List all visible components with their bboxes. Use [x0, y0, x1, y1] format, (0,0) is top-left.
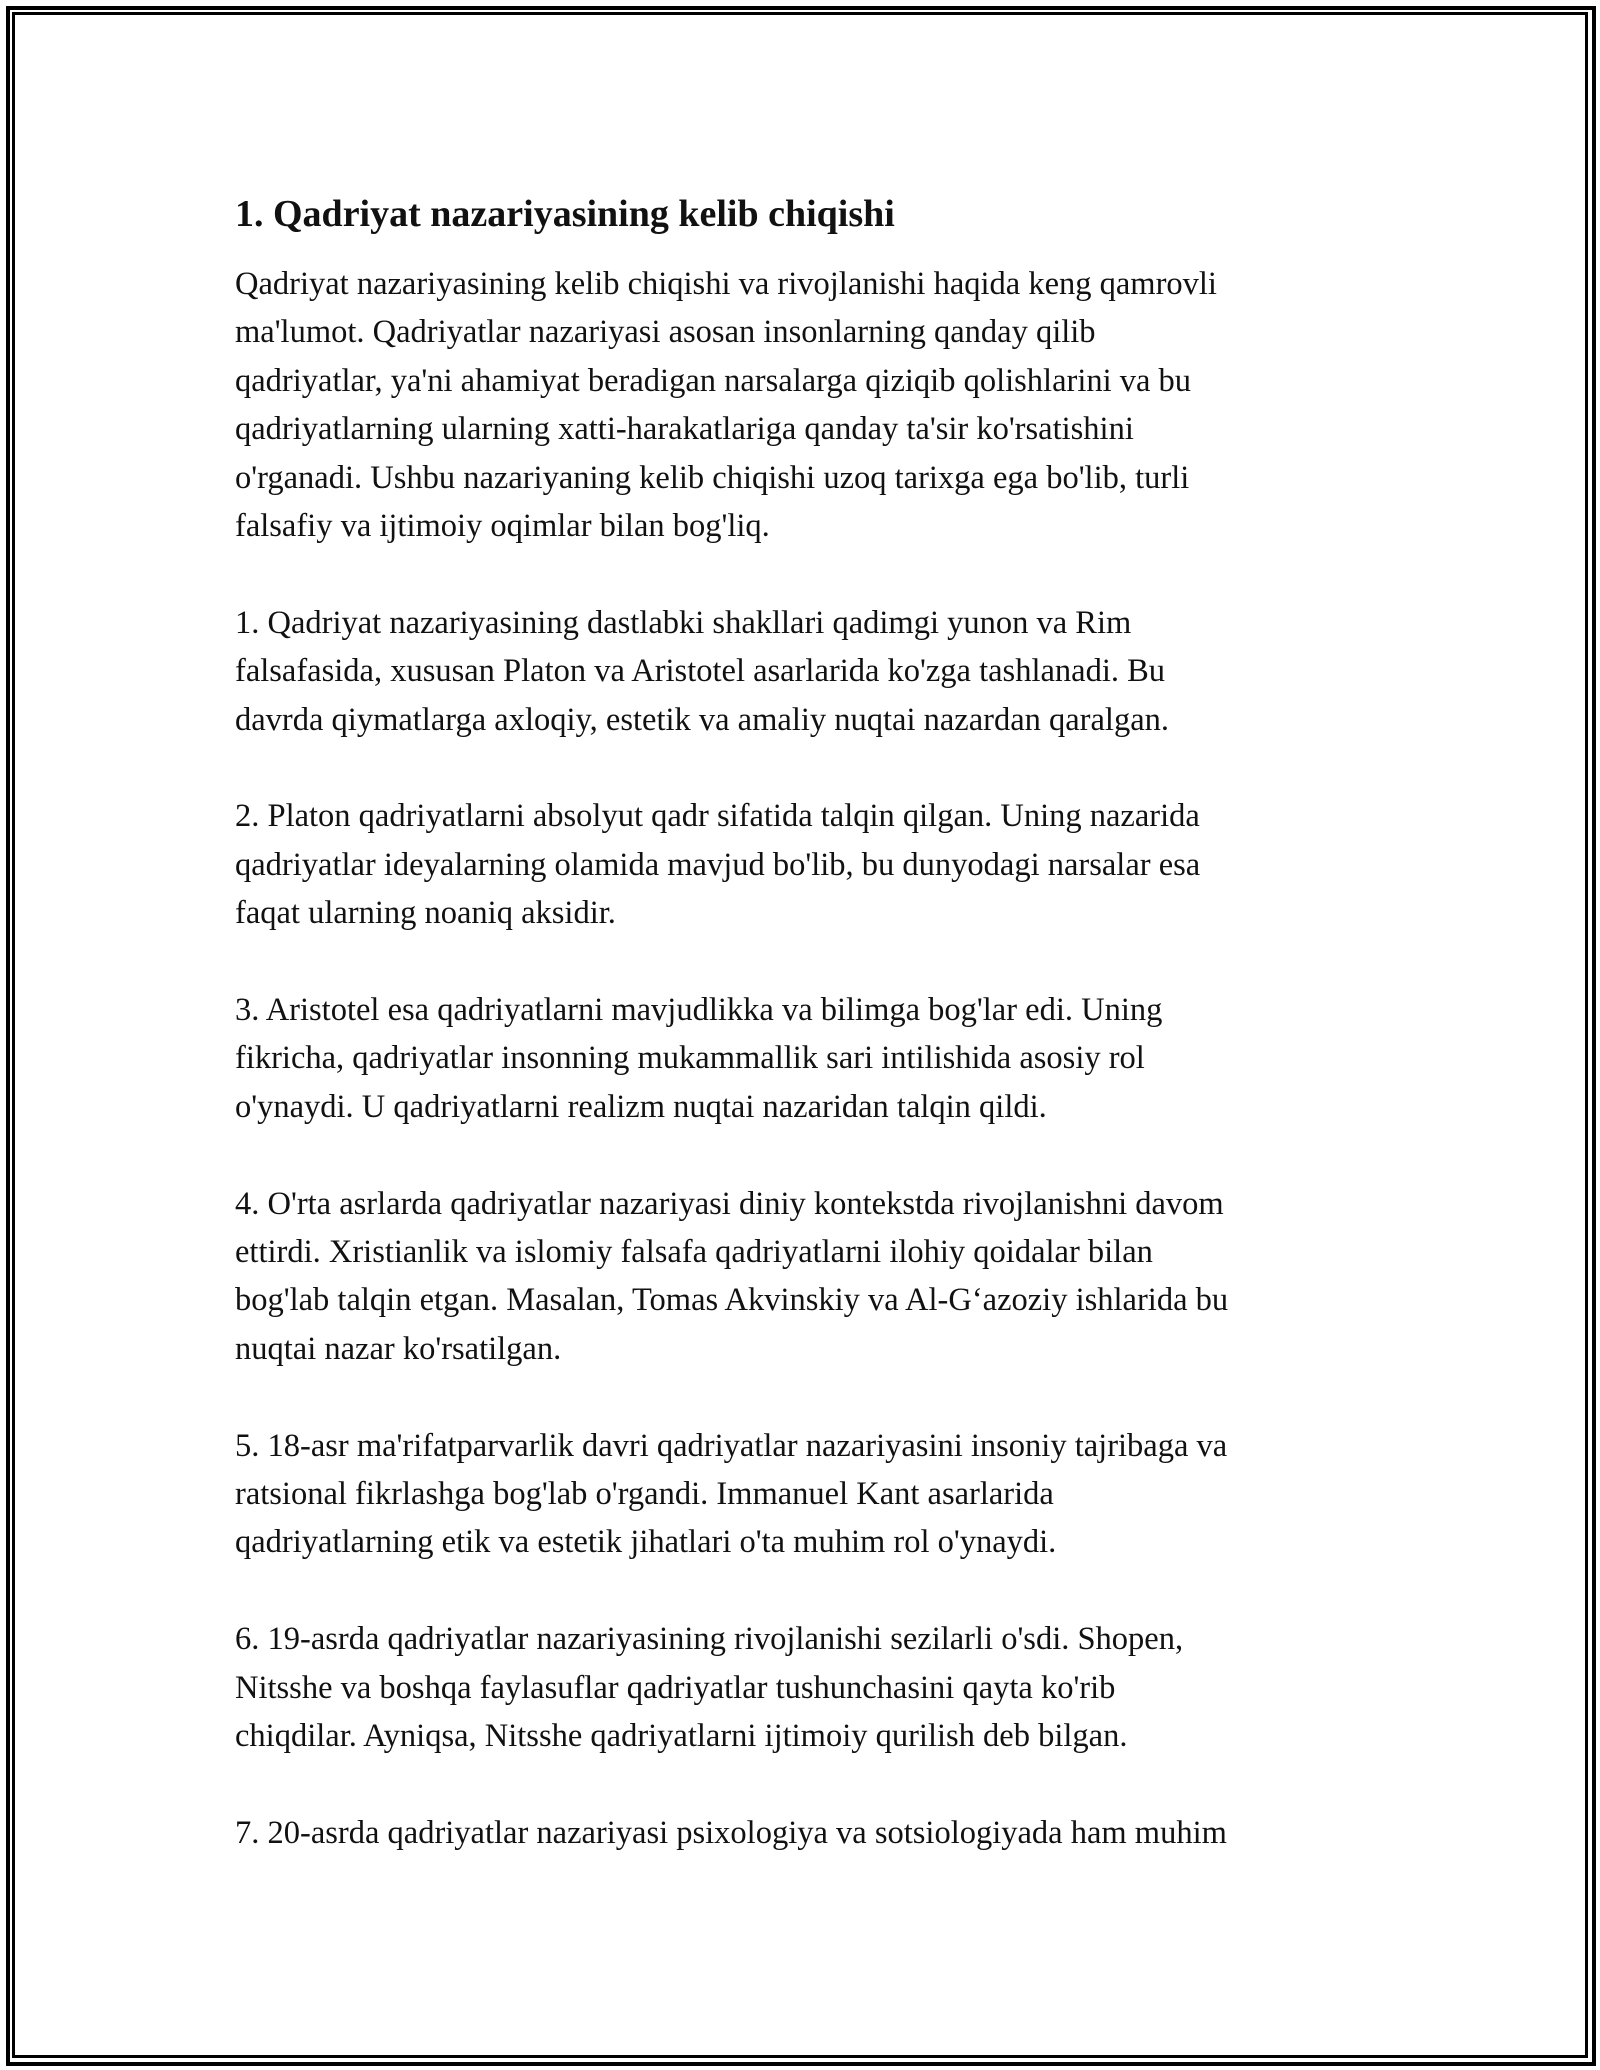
paragraph-item-7: 7. 20-asrda qadriyatlar nazariyasi psixologiya va sotsiologiyada ham muhim	[235, 1814, 1227, 1851]
paragraph-item-4: 4. O'rta asrlarda qadriyatlar nazariyasi diniy kontekstda rivojlanishni davom ettirdi. Xristianlik va islomiy falsafa qadriyatlarni ilohiy qoidalar bilan bog'lab talqin etgan. Masalan, Tomas Akvinskiy va Al-G‘azoziy ishlarida bu nuqtai nazar ko'rsatilgan.	[235, 1185, 1229, 1367]
paragraph-item-2: 2. Platon qadriyatlarni absolyut qadr sifatida talqin qilgan. Uning nazarida qadriyatlar ideyalarning olamida mavjud bo'lib, bu dunyodagi narsalar esa faqat ularning noaniq aksidir.	[235, 798, 1201, 932]
paragraph-item-5: 5. 18-asr ma'rifatparvarlik davri qadriyatlar nazariyasini insoniy tajribaga va ratsional fikrlashga bog'lab o'rgandi. Immanuel Kant asarlarida qadriyatlarning etik va estetik jihatlari o'ta muhim rol o'ynaydi.	[235, 1427, 1228, 1561]
paragraph-item-1: 1. Qadriyat nazariyasining dastlabki shakllari qadimgi yunon va Rim falsafasida, xususan Platon va Aristotel asarlarida ko'zga tashlanadi. Bu davrda qiymatlarga axloqiy, estetik va amaliy nuqtai nazardan qaralgan.	[235, 604, 1170, 738]
paragraph-item-3: 3. Aristotel esa qadriyatlarni mavjudlikka va bilimga bog'lar edi. Uning fikricha, qadriyatlar insonning mukammallik sari intilishida asosiy rol o'ynaydi. U qadriyatlarni realizm nuqtai nazaridan talqin qildi.	[235, 992, 1163, 1125]
document-body	[235, 188, 1375, 1906]
paragraph-item-6: 6. 19-asrda qadriyatlar nazariyasining rivojlanishi sezilarli o'sdi. Shopen, Nitsshe va boshqa faylasuflar qadriyatlar tushunchasini qayta ko'rib chiqdilar. Ayniqsa, Nitsshe qadriyatlarni ijtimoiy qurilish deb bilgan.	[235, 1621, 1184, 1755]
section-heading: 1. Qadriyat nazariyasining kelib chiqishi	[235, 193, 895, 235]
intro-paragraph: Qadriyat nazariyasining kelib chiqishi va rivojlanishi haqida keng qamrovli ma'lumot. Qadriyatlar nazariyasi asosan insonlarning qanday qilib qadriyatlar, ya'ni ahamiyat beradigan narsalarga qiziqib qolishlarini va bu qadriyatlarning ularning xatti-harakatlariga qanday ta'sir ko'rsatishini o'rganadi. Ushbu nazariyaning kelib chiqishi uzoq tarixga ega bo'lib, turli falsafiy va ijtimoiy oqimlar bilan bog'liq.	[235, 266, 1217, 545]
